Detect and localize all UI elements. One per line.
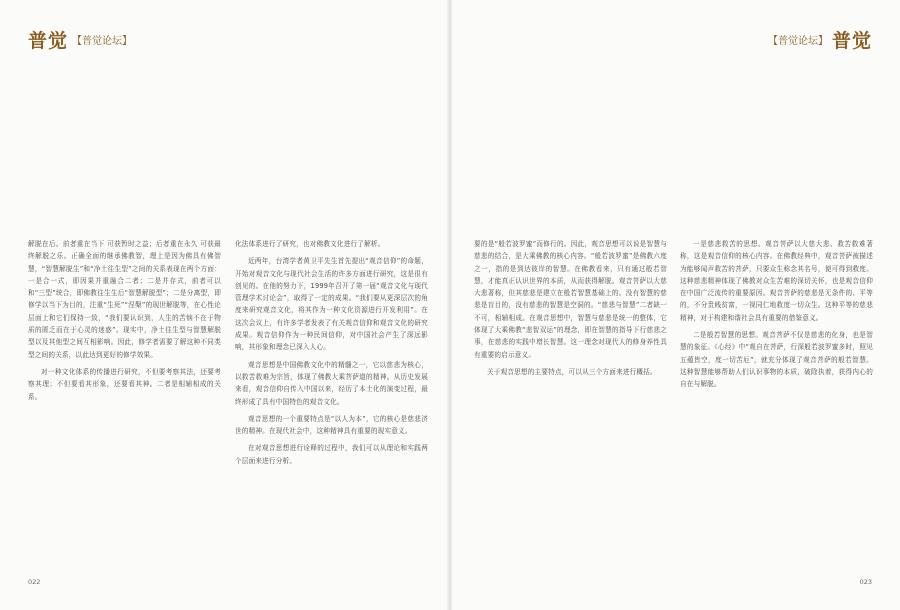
left-column-1 <box>28 238 221 578</box>
paragraph: 近两年，台湾学者黄卫平先生首先提出“观音信仰”的命题，开始对观音文化与现代社会生活的许多方面进行研究，这是很有创见的。在他的努力下，1999年召开了第一届“观音文化与现代管理学术讨论会”，取得了一定的成果。“我们要从更深层次的角度来研究观音文化，将其作为一种文化资源进行开发利用”。在这次会议上，有许多学者发表了有关观音信仰和观音文化的研究成果。观音信仰作为一种民间信仰，对中国社会产生了深远影响，其形象和理念已深入人心。 <box>235 257 428 352</box>
paragraph: 二是般若智慧的思想。观音菩萨不仅是慈悲的化身，也是智慧的象征。《心经》中“观自在菩萨，行深般若波罗蜜多时，照见五蕴皆空，度一切苦厄”，就充分体现了观音菩萨的般若智慧。这种智慧能够帮助人们认识事物的本质，破除执着，获得内心的自在与解脱。 <box>680 331 873 389</box>
page-number: 023 <box>859 578 872 586</box>
left-page-header <box>28 26 132 53</box>
paragraph: 观音思想的一个重要特点是“以人为本”，它的核心是慈悲济世的精神。在现代社会中，这种精神具有重要的现实意义。 <box>235 414 428 436</box>
right-page <box>452 0 900 610</box>
left-page <box>0 0 448 610</box>
paragraph: 要的是“般若波罗蜜”而修行的。因此，观音思想可以说是智慧与慈悲的结合，是大乘佛教的核心内容。“般若波罗蜜”是佛教六度之一，指的是到达彼岸的智慧。在佛教看来，只有通过般若智慧，才能真正认识世界的本质，从而获得解脱。观音菩萨以大慈大悲著称，但其慈悲是建立在般若智慧基础上的。没有智慧的慈悲是盲目的，没有慈悲的智慧是空洞的。“慈悲与智慧”二者缺一不可，相辅相成。在观音思想中，智慧与慈悲是统一的整体，它体现了大乘佛教“悲智双运”的理念，即在智慧的指导下行慈悲之事，在慈悲的实践中增长智慧。这一理念对现代人的修身养性具有重要的启示意义。 <box>474 240 667 359</box>
right-page-header <box>768 26 872 53</box>
right-column-1 <box>474 238 667 578</box>
left-column-2 <box>235 238 428 578</box>
section-label: 【普觉论坛】 <box>72 36 133 47</box>
brand-logo: 普觉 <box>28 30 69 52</box>
paragraph: 解脱在后。前者重在当下 可获暂时之益；后者重在永久 可获最终解脱之乐。正确全面的继承佛教智，理上是因为佛具有佛智慧，“智慧解脱生”和“净土往生型”之间的关系表现在两个方面：一是合一式，即因果并重融合二者；二是并存式，前者可以和“三型”统合，即佛教往生生后“智慧解脱型”；二是分离型，即修学以当下为目的，注重“生死”“涅槃”的现世解脱等，在心性论层面上和它们保持一致，“我们要认识到，人生的苦恼不在于物质的匮乏而在于心灵的迷惑”。现实中，净土往生型与智慧解脱型以及其他型之间互相影响。因此，修学者需要了解这种不同类型之间的关系，以此达到更好的修学效果。 <box>28 240 221 359</box>
page-number: 022 <box>28 578 41 586</box>
paragraph: 在对观音思想进行诠释的过程中，我们可以从理论和实践两个层面来进行分析。 <box>235 444 428 465</box>
section-label: 【普觉论坛】 <box>767 36 828 47</box>
paragraph: 化法体系进行了研究，也对佛教文化进行了解析。 <box>235 240 385 248</box>
paragraph: 对一种文化体系的传播进行研究，不但要考察其法，还要考察其理；不但要看其形象，还要看其神。二者是相辅相成的关系。 <box>28 367 221 401</box>
paragraph: 关于观音思想的主要特点，可以从三个方面来进行概括。 <box>487 367 657 376</box>
right-column-2 <box>680 238 873 578</box>
brand-logo: 普觉 <box>831 30 872 52</box>
paragraph: 观音思想是中国佛教文化中的精髓之一，它以慈悲为核心，以救苦救难为宗旨，体现了佛教大乘菩萨道的精神。从历史发展来看，观音信仰自传入中国以来，经历了本土化的演变过程，最终形成了具有中国特色的观音文化。 <box>235 360 428 406</box>
paragraph: 一是慈悲救苦的思想。观音菩萨以大慈大悲、救苦救难著称，这是观音信仰的核心内容。在佛教经典中，观音菩萨被描述为能够闻声救苦的菩萨，只要众生称念其名号，便可得到救度。这种慈悲精神体现了佛教对众生苦难的深切关怀，也是观音信仰在中国广泛流传的重要原因。观音菩萨的慈悲是无条件的、平等的，不分贵贱贫富，一视同仁地救度一切众生。这种平等的慈悲精神，对于构建和谐社会具有重要的借鉴意义。 <box>680 240 873 322</box>
